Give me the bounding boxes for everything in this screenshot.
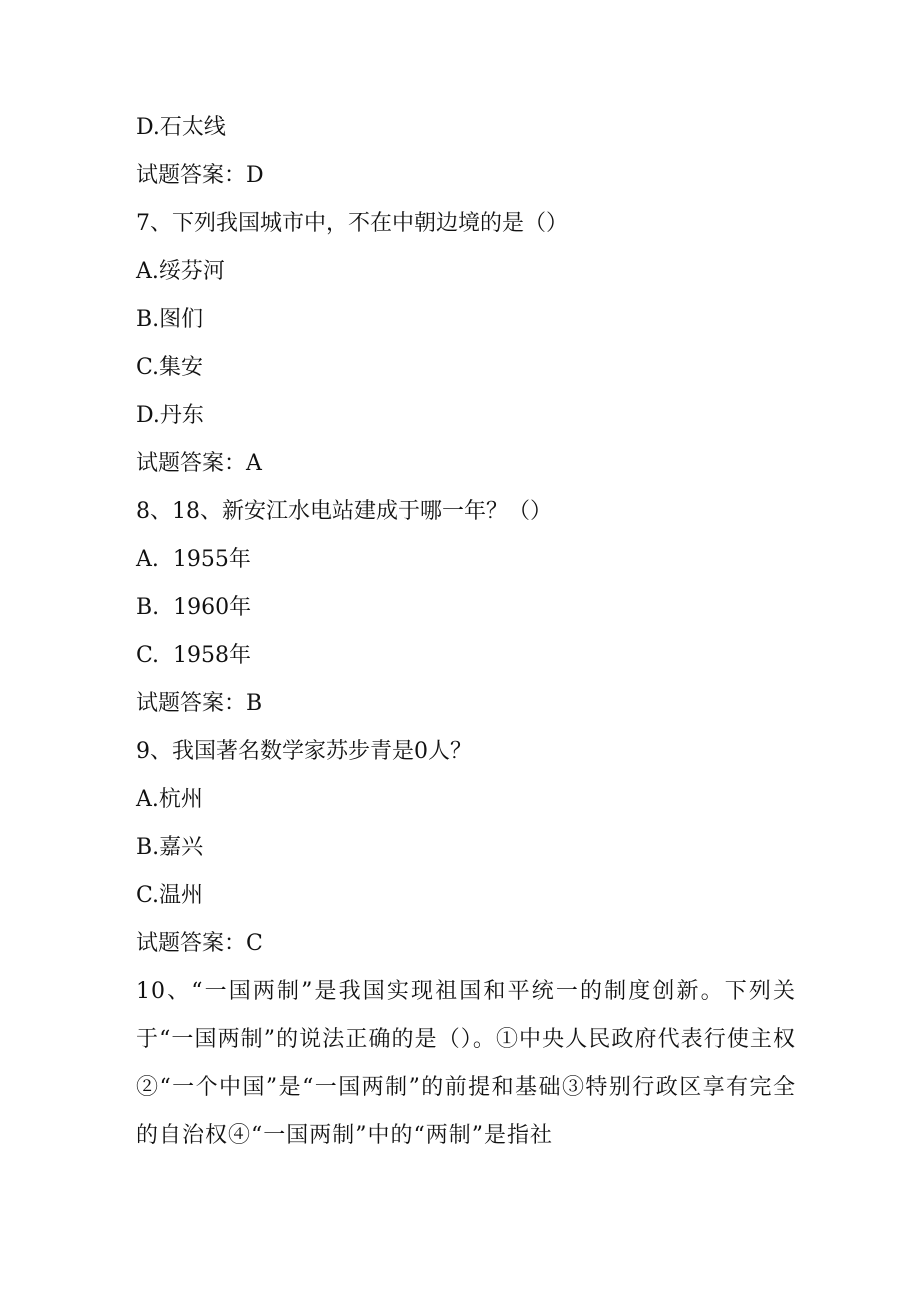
- answer-q9: 试题答案：C: [136, 931, 263, 956]
- option-d-q7: D.丹东: [136, 403, 204, 428]
- option-c-q8: C. 1958年: [136, 643, 252, 668]
- option-a-q8: A. 1955年: [136, 547, 251, 572]
- question-8: 8、18、新安江水电站建成于哪一年？（）: [136, 499, 552, 524]
- option-b-q7: B.图们: [136, 307, 204, 332]
- option-b-q8: B. 1960年: [136, 595, 252, 620]
- answer-q8: 试题答案：B: [136, 691, 263, 716]
- option-a-q9: A.杭州: [136, 787, 203, 812]
- option-c-q7: C.集安: [136, 355, 204, 380]
- document-content: [136, 104, 796, 1160]
- question-7: 7、下列我国城市中，不在中朝边境的是（）: [136, 211, 568, 236]
- option-b-q9: B.嘉兴: [136, 835, 204, 860]
- option-a-q7: A.绥芬河: [136, 259, 225, 284]
- option-d-q6: D.石太线: [136, 115, 226, 140]
- answer-q7: 试题答案：A: [136, 451, 262, 476]
- option-c-q9: C.温州: [136, 883, 204, 908]
- answer-q6: 试题答案：D: [136, 163, 264, 188]
- question-9: 9、我国著名数学家苏步青是0人？: [136, 739, 472, 764]
- question-10: 10、“一国两制”是我国实现祖国和平统一的制度创新。下列关于“一国两制”的说法正确的是（）。①中央人民政府代表行使主权②“一个中国”是“一国两制”的前提和基础③特别行政区享有完全的自治权④“一国两制”中的“两制”是指社: [136, 979, 796, 1148]
